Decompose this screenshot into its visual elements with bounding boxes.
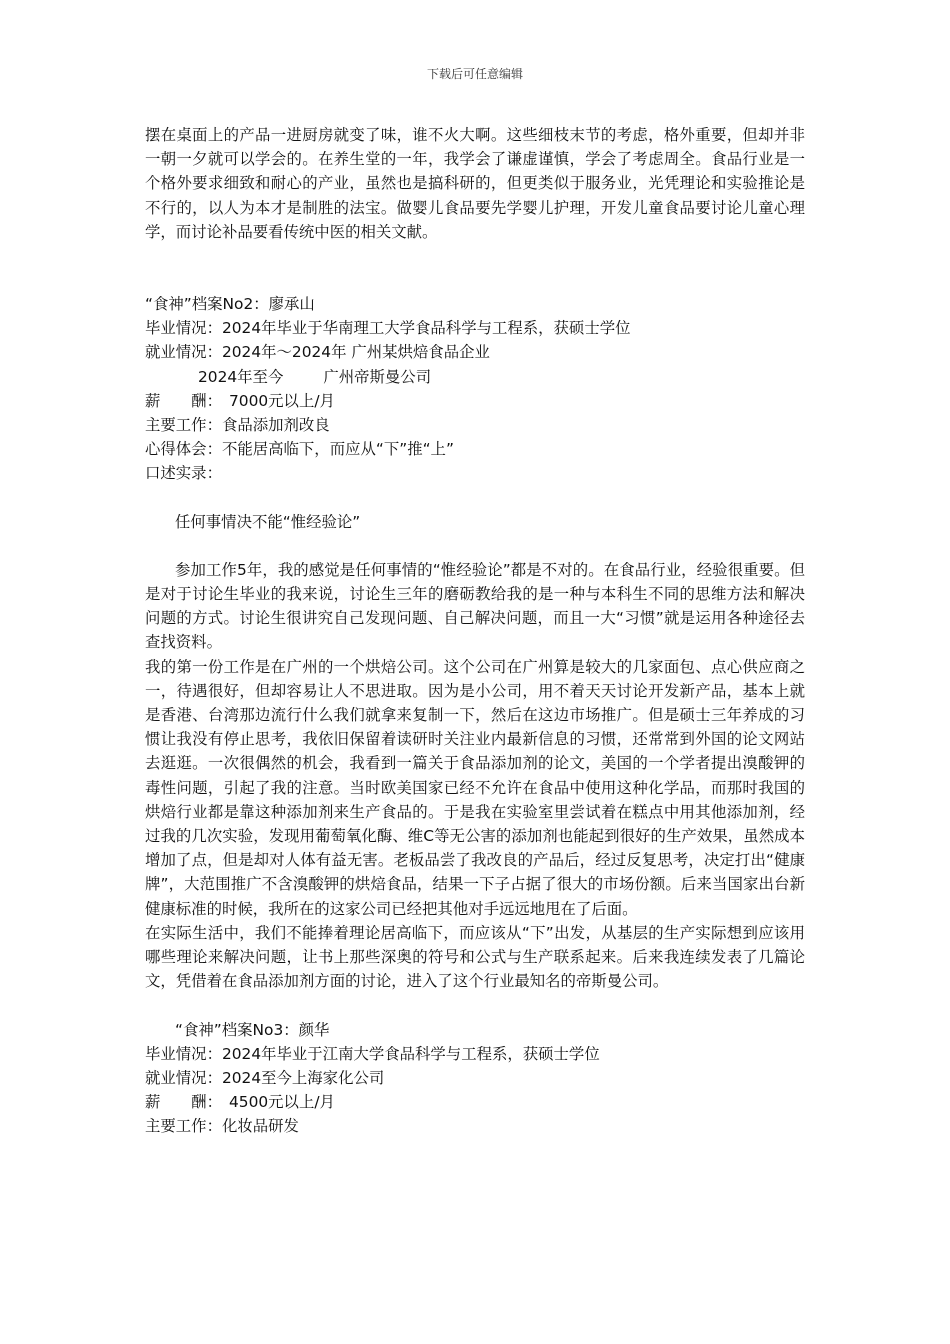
profile2-paragraph-2: 我的第一份工作是在广州的一个烘焙公司。这个公司在广州算是较大的几家面包、点心供应商之一，待遇很好，但却容易让人不思进取。因为是小公司，用不着天天讨论开发新产品，基本上就是香港、台湾那边流行什么我们就拿来复制一下，然后在这边市场推广。但是硕士三年养成的习惯让我没有停止思考，我依旧保留着读研时关注业内最新信息的习惯，还常常到外国的论文网站去逛逛。一次很偶然的机会，我看到一篇关于食品添加剂的论文，美国的一个学者提出溴酸钾的毒性问题，引起了我的注意。当时欧美国家已经不允许在食品中使用这种化学品，而那时我国的烘焙行业都是靠这种添加剂来生产食品的。于是我在实验室里尝试着在糕点中用其他添加剂，经过我的几次实验，发现用葡萄氧化酶、维C等无公害的添加剂也能起到很好的生产效果，虽然成本增加了点，但是却对人体有益无害。老板品尝了我改良的产品后，经过反复思考，决定打出“健康牌”，大范围推广不含溴酸钾的烘焙食品，结果一下子占据了很大的市场份额。后来当国家出台新健康标准的时候，我所在的这家公司已经把其他对手远远地甩在了后面。 — [145, 657, 805, 918]
profile3-employment: 就业情况：2024至今上海家化公司 — [145, 1068, 385, 1087]
intro-paragraph: 摆在桌面上的产品一进厨房就变了味，谁不火大啊。这些细枝末节的考虑，格外重要，但却并非一朝一夕就可以学会的。在养生堂的一年，我学会了谦虚谨慎，学会了考虑周全。食品行业是一个格外要求细致和耐心的产业，虽然也是搞科研的，但更类似于服务业，光凭理论和实验推论是不行的，以人为本才是制胜的法宝。做婴儿食品要先学婴儿护理，开发儿童食品要讨论儿童心理学，而讨论补品要看传统中医的相关文献。 — [145, 126, 805, 241]
profile3-title: “食神”档案No3：颜华 — [175, 1020, 330, 1039]
profile2-salary — [145, 389, 805, 413]
spacer — [145, 534, 805, 558]
profile2-heading: 任何事情决不能“惟经验论” — [175, 512, 361, 531]
profile3-salary — [145, 1090, 805, 1114]
profile2-paragraph-3: 在实际生活中，我们不能捧着理论居高临下，而应该从“下”出发，从基层的生产实际想到应该用哪些理论来解决问题，让书上那些深奥的符号和公式与生产联系起来。后来我连续发表了几篇论文，凭借着在食品添加剂方面的讨论，进入了这个行业最知名的帝斯曼公司。 — [145, 923, 805, 991]
spacer — [145, 994, 805, 1018]
profile2-graduation: 毕业情况：2024年毕业于华南理工大学食品科学与工程系，获硕士学位 — [145, 319, 631, 338]
profile3-main-work: 主要工作：化妆品研发 — [145, 1117, 299, 1136]
profile2-paragraph-1: 参加工作5年，我的感觉是任何事情的“惟经验论”都是不对的。在食品行业，经验很重要。但是对于讨论生毕业的我来说，讨论生三年的磨砺教给我的是一种与本科生不同的思维方法和解决问题的方式。讨论生很讲究自己发现问题、自己解决问题，而且一大“习惯”就是运用各种途径去查找资料。 — [145, 560, 805, 652]
profile2-insight: 心得体会：不能居高临下，而应从“下”推“上” — [145, 440, 454, 459]
page-header: 下载后可任意编辑 — [426, 67, 523, 81]
profile3-graduation: 毕业情况：2024年毕业于江南大学食品科学与工程系，获硕士学位 — [145, 1044, 600, 1063]
profile3-salary-label: 薪 酬： — [145, 1093, 222, 1112]
profile2-employment2-period: 2024年至今 — [198, 367, 284, 386]
profile3-salary-value: 4500元以上/月 — [229, 1093, 335, 1112]
spacer — [145, 486, 805, 510]
spacer — [145, 244, 805, 292]
profile2-employment: 就业情况：2024年～2024年 广州某烘焙食品企业 — [145, 343, 490, 362]
profile2-title: “食神”档案No2：廖承山 — [145, 295, 315, 314]
profile2-main-work: 主要工作：食品添加剂改良 — [145, 416, 330, 435]
profile-no2 — [145, 292, 805, 993]
profile2-employment2-company: 广州帝斯曼公司 — [323, 367, 432, 386]
profile2-employment-current — [145, 365, 805, 389]
profile2-salary-label: 薪 酬： — [145, 391, 222, 410]
document-body — [145, 123, 805, 1139]
profile2-salary-value: 7000元以上/月 — [229, 391, 335, 410]
profile2-oral-label: 口述实录： — [145, 464, 222, 483]
profile-no3 — [145, 1018, 805, 1139]
